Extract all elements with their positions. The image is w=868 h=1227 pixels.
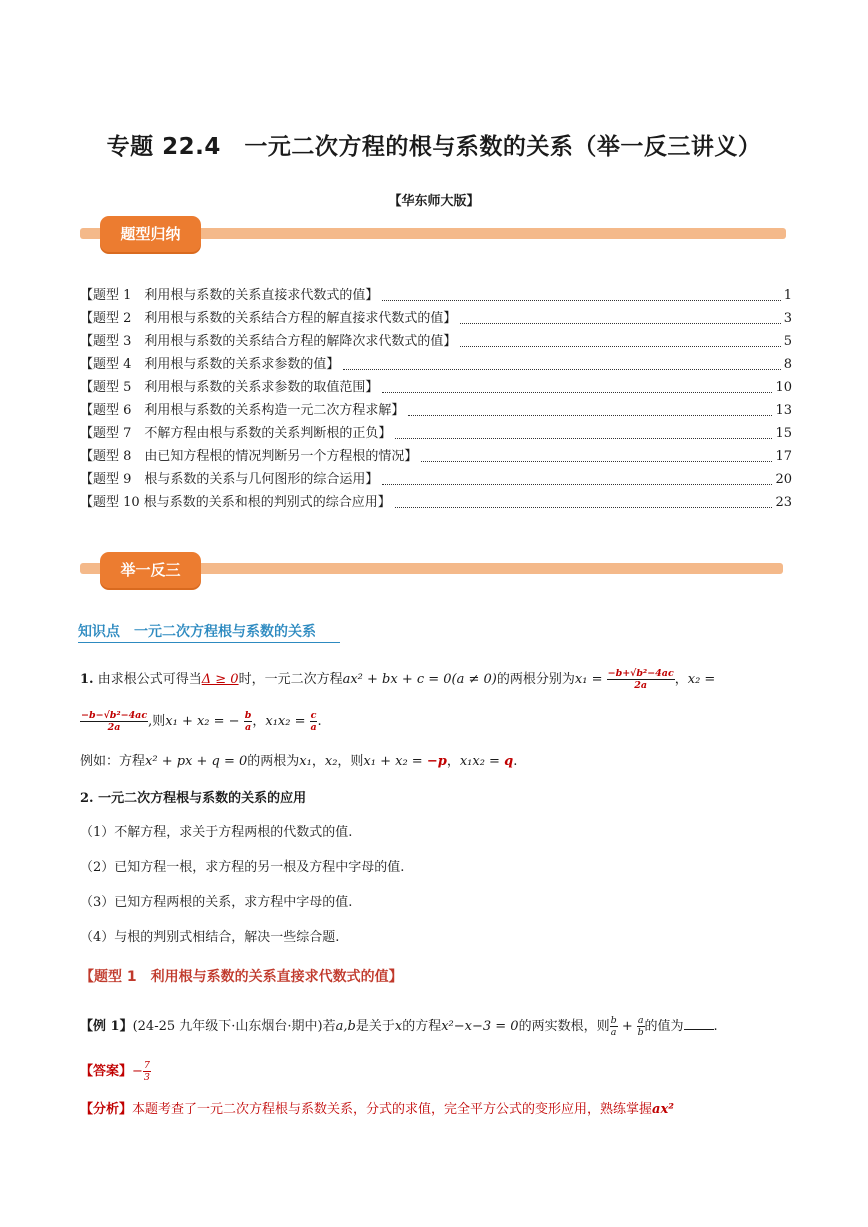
math: x₂ = — [687, 672, 716, 687]
text: 的两根为 — [247, 754, 300, 769]
fraction-b-over-a — [610, 1015, 618, 1038]
toc-entry-page: 1 — [783, 288, 792, 303]
toc-entry-label: 【题型 1 利用根与系数的关系直接求代数式的值】 — [80, 288, 379, 303]
text: . — [317, 714, 322, 729]
den: b — [637, 1027, 644, 1038]
fraction-a-over-b — [637, 1015, 645, 1038]
text: . — [513, 754, 518, 769]
toc-entry-page: 5 — [783, 334, 792, 349]
text: ， — [252, 714, 266, 729]
page-title: 专题 22.4 一元二次方程的根与系数的关系（举一反三讲义） — [106, 134, 762, 160]
answer-blank — [684, 1017, 714, 1030]
text: 是关于 — [355, 1019, 395, 1034]
toc-entry-label: 【题型 8 由已知方程根的情况判断另一个方程根的情况】 — [80, 449, 418, 464]
application-heading: 2. 一元二次方程根与系数的关系的应用 — [80, 791, 307, 806]
item-number: 1. — [80, 672, 94, 687]
analysis-line — [80, 1100, 674, 1120]
den: 2a — [107, 722, 121, 733]
den: 3 — [143, 1072, 150, 1083]
den: a — [310, 722, 317, 733]
root-formula-2 — [80, 710, 148, 733]
toc-entry[interactable] — [80, 445, 792, 468]
section-tag-examples: 举一反三 — [100, 552, 201, 588]
toc-entry-page: 13 — [775, 403, 792, 418]
text: (24-25 九年级下·山东烟台·期中) — [132, 1019, 323, 1034]
math: x₁ — [299, 754, 312, 769]
num: a — [637, 1015, 644, 1026]
math: x₁ + x₂ = − — [165, 714, 240, 729]
toc-entry[interactable] — [80, 399, 792, 422]
analysis-label: 【分析】 — [80, 1102, 133, 1117]
delta-condition: Δ ≥ 0 — [201, 672, 239, 687]
math: x₁ = — [574, 672, 603, 687]
math: x₁ + x₂ = — [363, 754, 423, 769]
toc-entry[interactable] — [80, 422, 792, 445]
answer-label: 【答案】 — [80, 1064, 133, 1079]
toc-entry-page: 10 — [775, 380, 792, 395]
text: 的方程 — [402, 1019, 442, 1034]
toc-leader-dots — [382, 392, 772, 393]
toc-entry[interactable] — [80, 468, 792, 491]
toc-entry-label: 【题型 7 不解方程由根与系数的关系判断根的正负】 — [80, 426, 392, 441]
toc-leader-dots — [460, 323, 780, 324]
toc-entry-label: 【题型 5 利用根与系数的关系求参数的取值范围】 — [80, 380, 379, 395]
application-item-4: （4）与根的判别式相结合，解决一些综合题. — [80, 930, 340, 945]
math: ax² — [652, 1102, 674, 1117]
toc-entry[interactable] — [80, 307, 792, 330]
text: ，则 — [337, 754, 364, 769]
math: x²−x−3 = 0 — [441, 1019, 519, 1034]
math: x² + px + q = 0 — [145, 754, 248, 769]
math: q — [504, 754, 514, 769]
text: ， — [674, 672, 688, 687]
text: ， — [311, 754, 325, 769]
toc-entry-page: 3 — [783, 311, 792, 326]
table-of-contents — [80, 284, 792, 514]
math: −p — [426, 754, 447, 769]
section-tag-types: 题型归纳 — [100, 216, 201, 252]
text: − — [132, 1064, 143, 1079]
math: x₂ — [324, 754, 338, 769]
text: ， — [446, 754, 460, 769]
toc-entry[interactable] — [80, 353, 792, 376]
toc-leader-dots — [408, 415, 772, 416]
text: . — [713, 1019, 718, 1034]
toc-entry-page: 17 — [775, 449, 792, 464]
math: x₁x₂ = — [265, 714, 306, 729]
den: a — [610, 1027, 617, 1038]
knowledge-title: 知识点 一元二次方程根与系数的关系 — [78, 624, 316, 640]
toc-entry[interactable] — [80, 491, 792, 514]
toc-entry-label: 【题型 4 利用根与系数的关系求参数的值】 — [80, 357, 340, 372]
toc-entry-page: 20 — [775, 472, 792, 487]
toc-leader-dots — [382, 484, 772, 485]
toc-entry[interactable] — [80, 376, 792, 399]
knowledge-underline — [78, 642, 340, 643]
toc-leader-dots — [395, 507, 773, 508]
math: x₁x₂ = — [459, 754, 500, 769]
toc-leader-dots — [395, 438, 772, 439]
toc-entry-label: 【题型 3 利用根与系数的关系结合方程的解降次求代数式的值】 — [80, 334, 457, 349]
text: 的值为 — [644, 1019, 684, 1034]
num: b — [610, 1015, 617, 1026]
knowledge-line-1 — [80, 668, 715, 691]
den: a — [244, 722, 252, 733]
toc-entry-label: 【题型 9 根与系数的关系与几何图形的综合运用】 — [80, 472, 379, 487]
text: 若 — [322, 1019, 336, 1034]
application-item-2: （2）已知方程一根，求方程的另一根及方程中字母的值. — [80, 860, 405, 875]
root-formula-1 — [607, 668, 675, 691]
analysis-text: 本题考查了一元二次方程根与系数关系，分式的求值，完全平方公式的变形应用，熟练掌握 — [132, 1102, 653, 1117]
num: −b−√b²−4ac — [81, 710, 148, 721]
toc-entry[interactable] — [80, 284, 792, 307]
example-1 — [80, 1015, 718, 1038]
toc-entry[interactable] — [80, 330, 792, 353]
math: x — [394, 1019, 403, 1034]
num: 7 — [143, 1060, 150, 1071]
num: b — [244, 710, 252, 721]
application-item-3: （3）已知方程两根的关系，求方程中字母的值. — [80, 895, 353, 910]
toc-leader-dots — [343, 369, 780, 370]
toc-leader-dots — [421, 461, 772, 462]
knowledge-line-2 — [80, 710, 322, 733]
edition-label: 【华东师大版】 — [388, 194, 480, 209]
type1-title: 【题型 1 利用根与系数的关系直接求代数式的值】 — [80, 969, 403, 985]
toc-entry-page: 15 — [775, 426, 792, 441]
answer-line — [80, 1060, 151, 1083]
example-label: 【例 1】 — [80, 1019, 133, 1034]
den: 2a — [634, 680, 648, 691]
text: 例如：方程 — [80, 754, 146, 769]
toc-entry-label: 【题型 6 利用根与系数的关系构造一元二次方程求解】 — [80, 403, 405, 418]
toc-leader-dots — [460, 346, 780, 347]
toc-leader-dots — [382, 300, 780, 301]
text: 时，一元二次方程 — [238, 672, 343, 687]
quadratic-equation: ax² + bx + c = 0(a ≠ 0) — [342, 672, 497, 687]
num: c — [310, 710, 317, 721]
num: −b+√b²−4ac — [607, 668, 674, 679]
text: ,则 — [148, 714, 166, 729]
toc-entry-page: 23 — [775, 495, 792, 510]
text: 的两实数根，则 — [518, 1019, 610, 1034]
text: 的两根分别为 — [496, 672, 575, 687]
toc-entry-label: 【题型 10 根与系数的关系和根的判别式的综合应用】 — [80, 495, 391, 510]
text: + — [617, 1019, 637, 1034]
toc-entry-page: 8 — [783, 357, 792, 372]
toc-entry-label: 【题型 2 利用根与系数的关系结合方程的解直接求代数式的值】 — [80, 311, 457, 326]
knowledge-example — [80, 752, 517, 772]
answer-fraction — [143, 1060, 151, 1083]
text: 由求根公式可得当 — [97, 672, 202, 687]
math: a,b — [335, 1019, 356, 1034]
application-item-1: （1）不解方程，求关于方程两根的代数式的值. — [80, 825, 353, 840]
